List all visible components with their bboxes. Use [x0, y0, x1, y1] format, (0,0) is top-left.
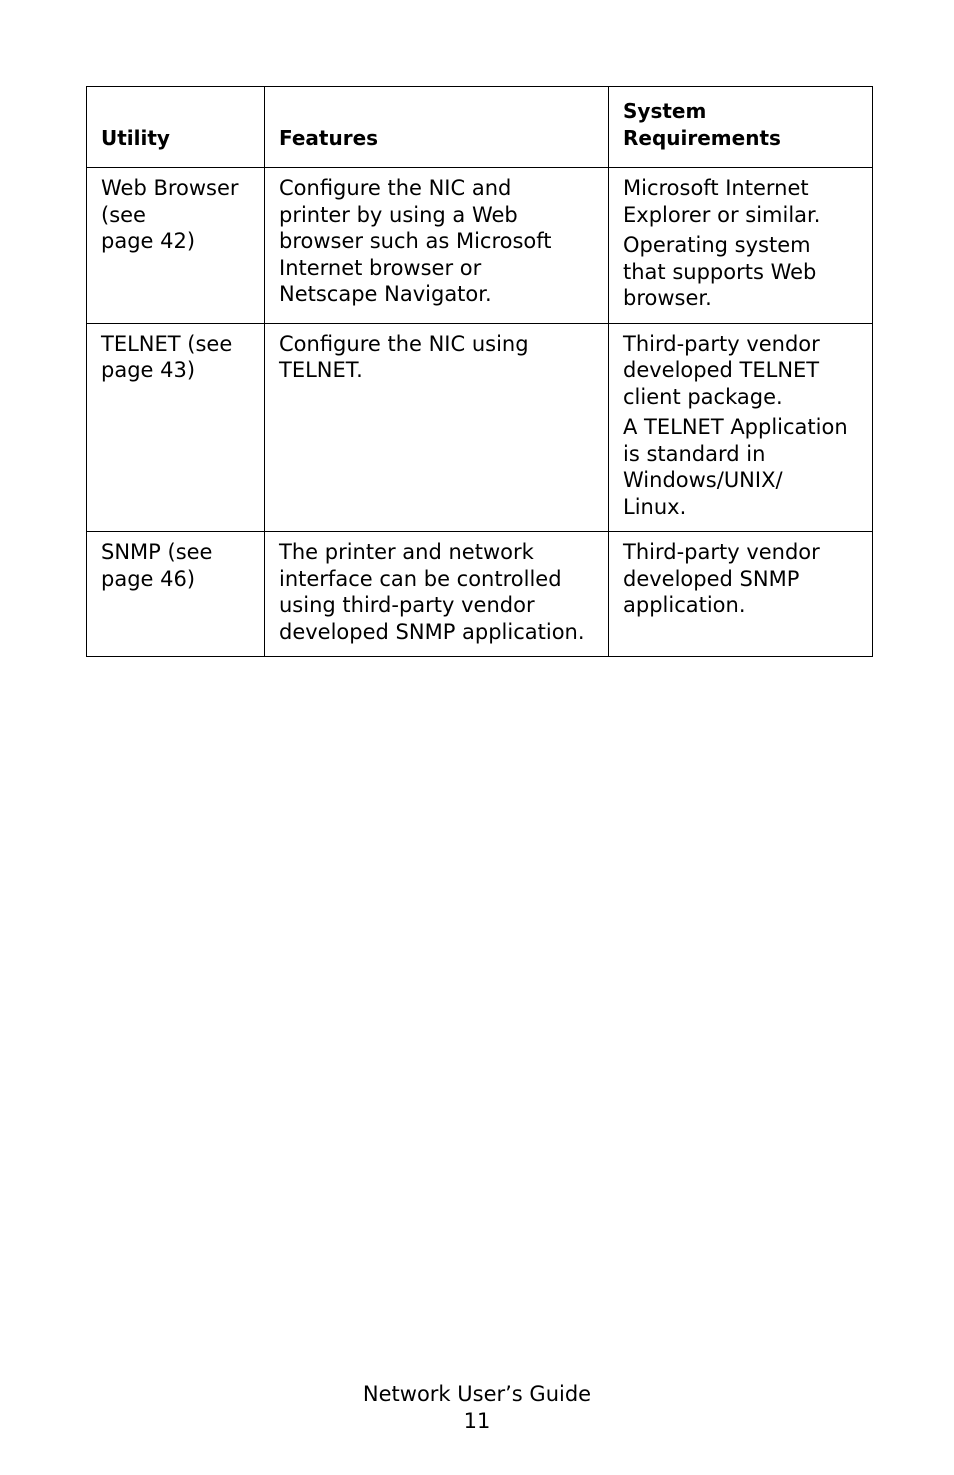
features-cell: Configure the NIC using TELNET. — [265, 323, 609, 532]
page-number: 11 — [463, 1409, 491, 1433]
table-row — [87, 323, 873, 532]
utility-cell: TELNET (see page 43) — [87, 323, 265, 532]
header-utility: Utility — [87, 87, 265, 168]
table-row — [87, 168, 873, 324]
header-features: Features — [265, 87, 609, 168]
utilities-table — [86, 86, 873, 657]
table-row — [87, 532, 873, 657]
requirements-cell — [609, 168, 873, 324]
features-cell: The printer and network interface can be controlled using third-party vendor developed SNMP application. — [265, 532, 609, 657]
requirement-text: Third-party vendor developed SNMP application. — [623, 540, 820, 617]
header-system-requirements: System Requirements — [609, 87, 873, 168]
table-header-row — [87, 87, 873, 168]
footer-guide-title: Network User’s Guide — [362, 1382, 592, 1406]
utility-cell: SNMP (see page 46) — [87, 532, 265, 657]
requirement-text: Operating system that supports Web browser. — [623, 233, 817, 310]
requirements-cell — [609, 323, 873, 532]
requirement-text: Microsoft Internet Explorer or similar. — [623, 176, 821, 227]
utility-cell: Web Browser (see page 42) — [87, 168, 265, 324]
features-cell: Configure the NIC and printer by using a Web browser such as Microsoft Internet browser or Netscape Navigator. — [265, 168, 609, 324]
requirement-text: A TELNET Application is standard in Windows/UNIX/ Linux. — [623, 415, 848, 519]
requirements-cell — [609, 532, 873, 657]
requirement-text: Third-party vendor developed TELNET client package. — [623, 331, 820, 409]
